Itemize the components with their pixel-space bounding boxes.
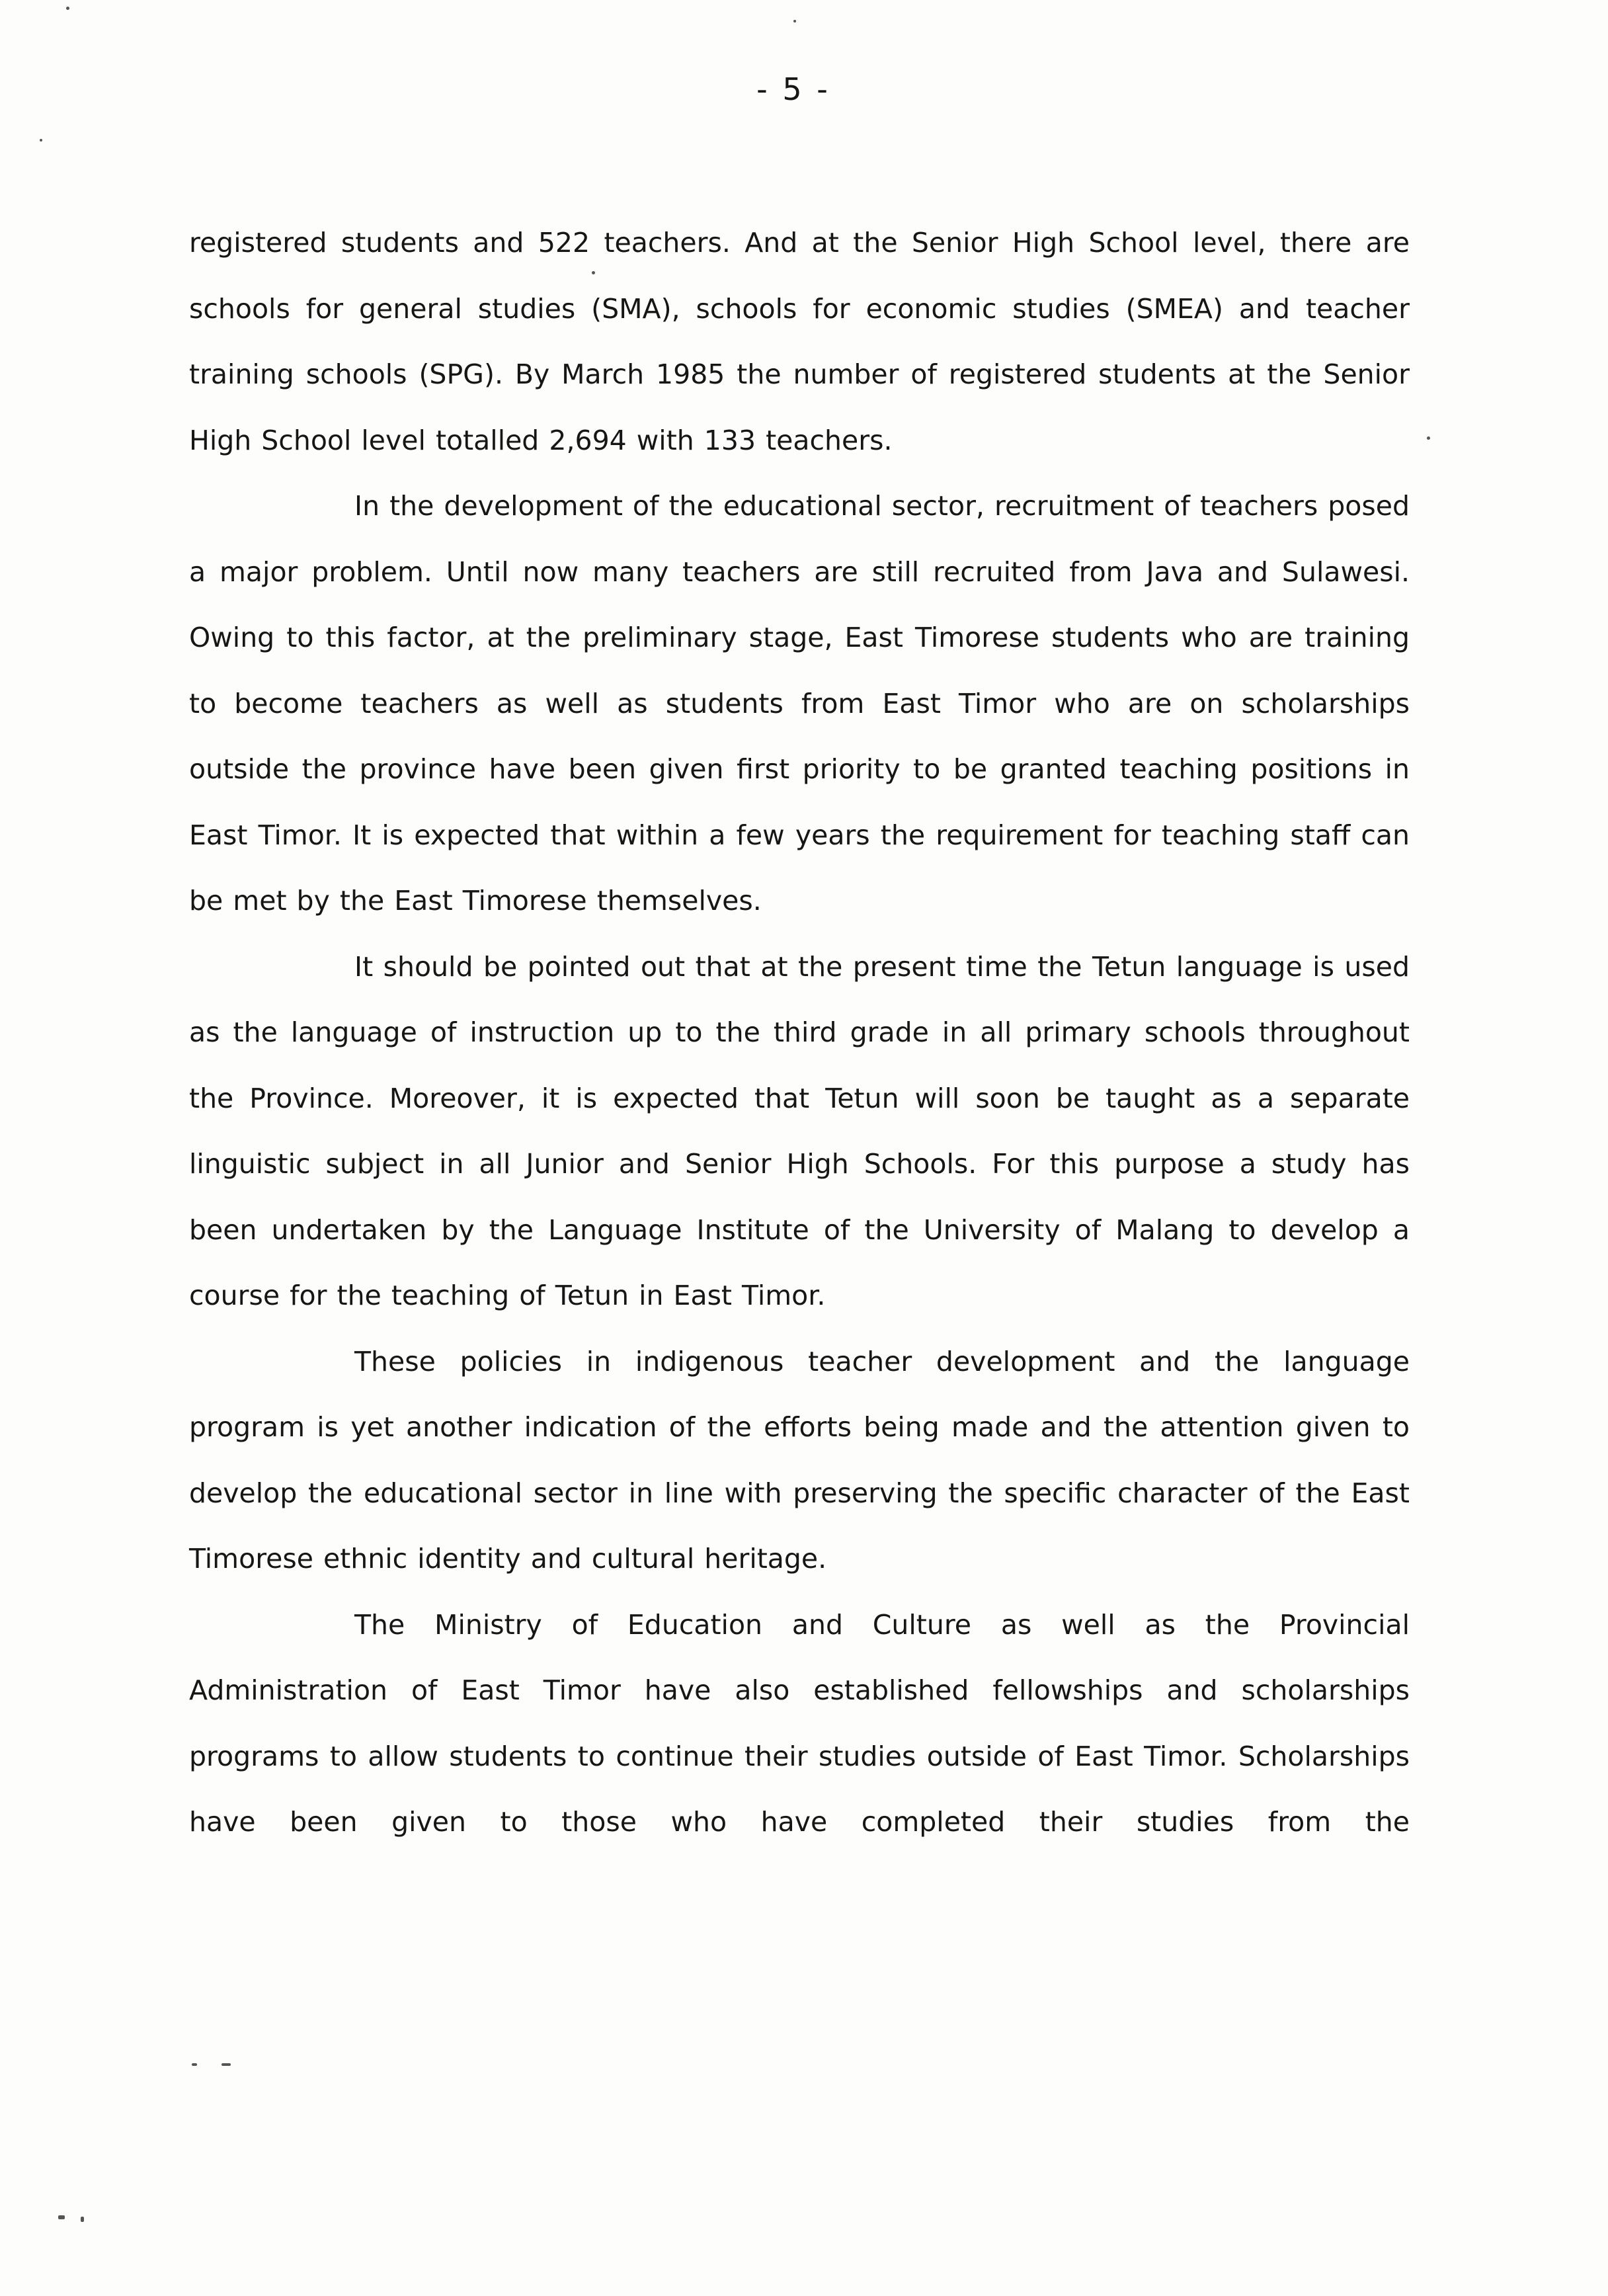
- scan-speck: [81, 2217, 84, 2222]
- paragraph-scholarships: The Ministry of Education and Culture as well as the Provincial Administration of East Timor have also established fellowships and scholarships programs to allow students to continue their studies outside of East Timor. Scholarships have been given to those who have completed their studies from the: [189, 1608, 1410, 1838]
- paragraph-teacher-recruitment: In the development of the educational sector, recruitment of teachers posed a major problem. Until now many teachers are still recruited from Java and Sulawesi. Owing to this factor, at the preliminary stage, East Timorese students who are training to become teachers as well as students from East Timor who are on scholarships outside the province have been given first priority to be granted teaching positions in East Timor. It is expected that within a few years the requirement for teaching staff can be met by the East Timorese themselves.: [189, 490, 1410, 917]
- paragraph-student-counts: registered students and 522 teachers. And at the Senior High School level, there are schools for general studies (SMA), schools for economic studies (SMEA) and teacher training schools (SPG). By March 1985 the number of registered students at the Senior High School level totalled 2,694 with 133 teachers.: [189, 227, 1410, 456]
- paragraph-tetun-language: It should be pointed out that at the present time the Tetun language is used as the language of instruction up to the third grade in all primary schools throughout the Province. Moreover, it is expected that Tetun will soon be taught as a separate linguistic subject in all Junior and Senior High Schools. For this purpose a study has been undertaken by the Language Institute of the University of Malang to develop a course for the teaching of Tetun in East Timor.: [189, 950, 1410, 1311]
- scan-speck: [192, 2063, 197, 2066]
- paragraph-indigenous-policies: These policies in indigenous teacher development and the language program is yet another indication of the efforts being made and the attention given to develop the educational sector in line with preserving the specific character of the East Timorese ethnic identity and cultural heritage.: [189, 1345, 1410, 1575]
- page-number: - 5 -: [756, 71, 830, 107]
- scan-speck: [58, 2215, 65, 2219]
- scan-speck: [1427, 436, 1430, 440]
- scan-speck: [221, 2063, 231, 2066]
- scan-speck: [66, 7, 69, 10]
- scan-speck: [793, 20, 796, 22]
- body-text: [189, 210, 1410, 1856]
- scan-speck: [40, 139, 42, 142]
- scan-speck: [592, 271, 595, 274]
